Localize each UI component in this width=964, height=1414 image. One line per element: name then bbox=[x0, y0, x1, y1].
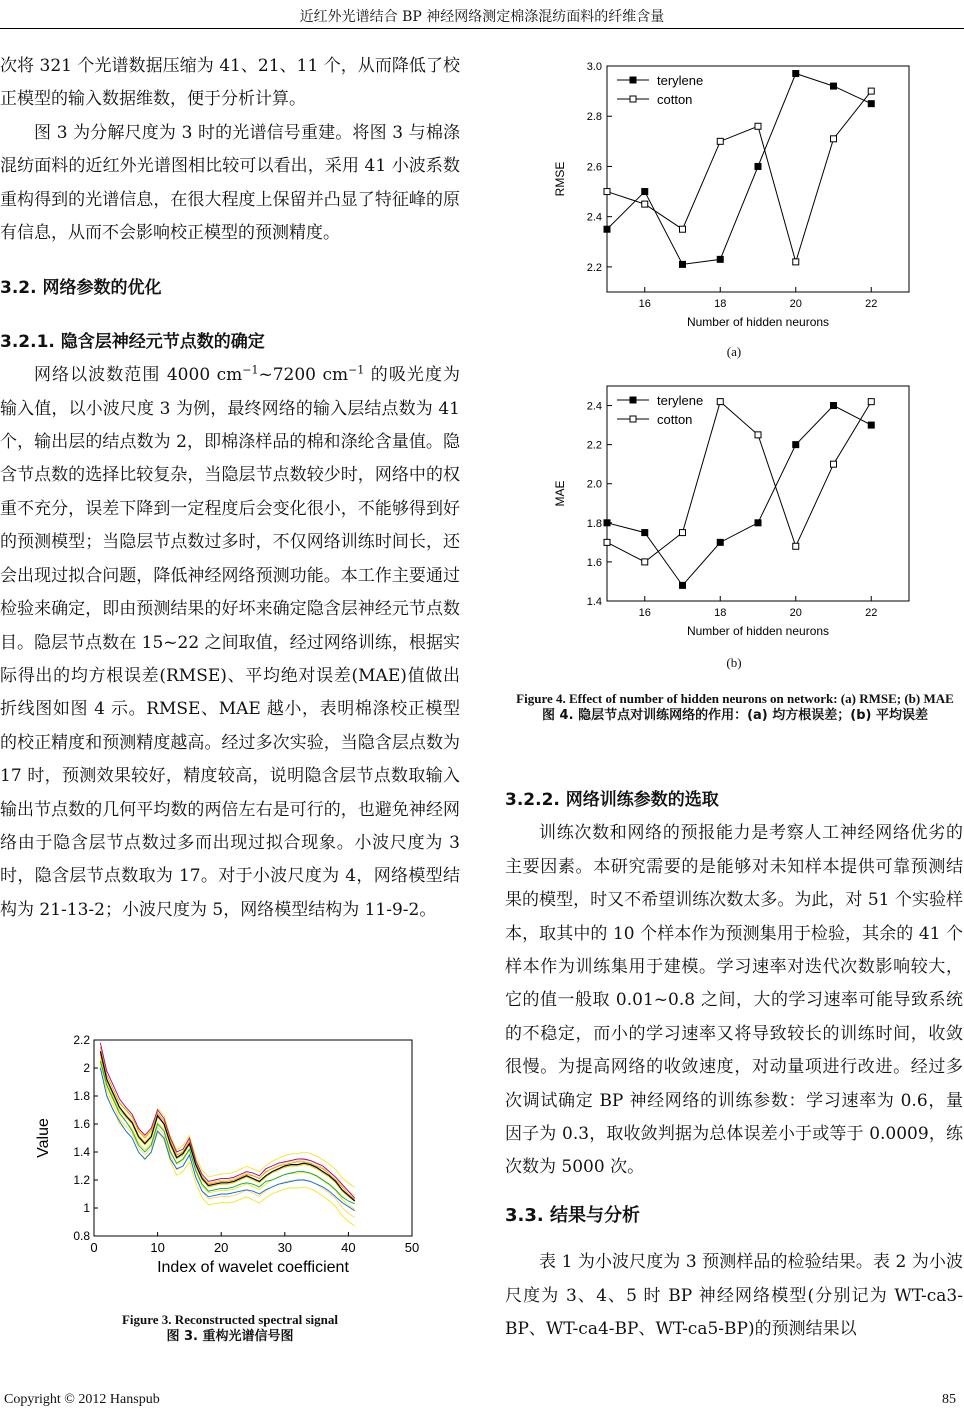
legend-marker-terylene bbox=[630, 77, 636, 83]
x-tick-label: 16 bbox=[638, 607, 651, 619]
x-axis-label: Index of wavelet coefficient bbox=[157, 1259, 349, 1276]
data-point-terylene bbox=[604, 226, 610, 232]
x-tick-label: 30 bbox=[277, 1240, 293, 1255]
data-point-terylene bbox=[642, 189, 648, 195]
data-point-terylene bbox=[755, 163, 761, 169]
figure-4b-label: (b) bbox=[726, 655, 742, 670]
p3-part-c: 的吸光度为输入值，以小波尺度 3 为例，最终网络的输入层结点数为 41 个，输出层的结点数为 2，即棉涤样品的棉和涤纶含量值。隐含节点数的选择比较复杂，当隐层节点数较少时，网络中的权重不充分，误差下降到一定程度后会变化很小，不能够得到好的预测模型；当隐层节点数过多时，不仅网络训练时间长，还会出现过拟合问题，降低神经网络预测功能。本工作主要通过检验来确定，即由预测结果的好坏来确定隐含层神经元节点数目。隐层节点数在 15~22 之间取值，经过网络训练，根据实际得出的均方根误差(RMSE)、平均绝对误差(MAE)值做出折线图如图 4 示。RMSE、MAE 越小，表明棉涤校正模型的校正精度和预测精度越高。经过多次实验，当隐含层点数为 17 时，预测效果较好，精度较高，说明隐含层节点数取输入输出节点数的几何平均数的两倍左右是可行的，也避免神经网络由于隐含层节点数过多而出现过拟合现象。小波尺度为 3 时，隐含层节点数取为 17。对于小波尺度为 4，网络模型结构为 21-13-2；小波尺度为 5，网络模型结构为 11-9-2。 bbox=[0, 365, 461, 920]
paragraph-2: 图 3 为分解尺度为 3 时的光谱信号重建。将图 3 与棉涤混纺面料的近红外光谱图相比较可以看出，采用 41 小波系数重构得到的光谱信息，在很大程度上保留并凸显了特征峰的原有信息，从而不会影响校正模型的预测精度。 bbox=[0, 122, 460, 244]
x-tick-label: 22 bbox=[865, 298, 878, 310]
data-point-cotton bbox=[755, 432, 761, 438]
y-tick-label: 1.8 bbox=[73, 1089, 90, 1103]
superscript-2: −1 bbox=[348, 363, 365, 377]
footer-copyright: Copyright © 2012 Hanspub bbox=[4, 1392, 160, 1407]
section-heading-3-3: 3.3. 结果与分析 bbox=[505, 1204, 640, 1226]
y-tick-label: 2.4 bbox=[586, 211, 602, 224]
left-column bbox=[0, 50, 460, 927]
x-axis-label: Number of hidden neurons bbox=[686, 315, 830, 329]
series-line-terylene bbox=[607, 406, 871, 586]
figure-3-caption bbox=[0, 1311, 460, 1346]
y-axis-label: RMSE bbox=[553, 161, 567, 197]
y-axis-label: MAE bbox=[553, 480, 567, 507]
footer-page-number: 85 bbox=[942, 1392, 956, 1407]
series-line-cotton bbox=[607, 91, 871, 262]
y-tick-label: 1.4 bbox=[586, 596, 602, 608]
y-tick-label: 1.2 bbox=[73, 1173, 90, 1187]
x-tick-label: 18 bbox=[714, 607, 727, 619]
figure-4b-chart bbox=[550, 380, 920, 650]
x-tick-label: 10 bbox=[150, 1240, 165, 1255]
data-point-cotton bbox=[604, 189, 610, 195]
figure-4-caption-zh: 图 4. 隐层节点对训练网络的作用：(a) 均方根误差；(b) 平均误差 bbox=[542, 708, 928, 723]
y-tick-label: 2.0 bbox=[586, 478, 602, 491]
x-tick-label: 40 bbox=[341, 1240, 356, 1255]
y-tick-label: 2.2 bbox=[73, 1033, 90, 1047]
data-point-terylene bbox=[868, 101, 874, 107]
y-tick-label: 0.8 bbox=[73, 1229, 90, 1243]
y-tick-label: 1 bbox=[83, 1201, 90, 1215]
spectral-bundle-line bbox=[100, 1058, 354, 1209]
data-point-cotton bbox=[793, 259, 799, 265]
spectral-bundle-line bbox=[100, 1067, 354, 1226]
data-point-cotton bbox=[680, 226, 686, 232]
plot-frame bbox=[607, 386, 909, 601]
spectral-series-line bbox=[100, 1068, 354, 1211]
data-point-terylene bbox=[680, 261, 686, 267]
y-tick-label: 2.8 bbox=[586, 111, 602, 124]
x-tick-label: 18 bbox=[714, 298, 727, 310]
x-tick-label: 22 bbox=[865, 607, 878, 619]
data-point-cotton bbox=[680, 530, 686, 536]
data-point-terylene bbox=[717, 256, 723, 262]
y-tick-label: 2.2 bbox=[586, 261, 602, 274]
section-heading-3-2-1: 3.2.1. 隐含层神经元节点数的确定 bbox=[0, 331, 265, 352]
y-tick-label: 1.4 bbox=[73, 1145, 90, 1159]
x-tick-label: 20 bbox=[789, 607, 802, 619]
legend-label-terylene: terylene bbox=[657, 393, 704, 408]
x-tick-label: 0 bbox=[90, 1240, 98, 1255]
y-tick-label: 2.4 bbox=[586, 400, 602, 413]
figure-4a-chart bbox=[550, 56, 920, 338]
paragraph-5: 表 1 为小波尺度为 3 预测样品的检验结果。表 2 为小波尺度为 3、4、5 时 BP 神经网络模型(分别记为 WT-ca3-BP、WT-ca4-BP、WT-ca5-BP)的预测结果以 bbox=[505, 1252, 963, 1340]
figure-3-chart bbox=[30, 1032, 430, 1302]
data-point-cotton bbox=[717, 138, 723, 144]
data-point-cotton bbox=[868, 399, 874, 405]
data-point-terylene bbox=[680, 582, 686, 588]
legend-label-terylene: terylene bbox=[657, 73, 704, 88]
data-point-cotton bbox=[831, 136, 837, 142]
data-point-cotton bbox=[642, 201, 648, 207]
spectral-series-line bbox=[100, 1043, 354, 1198]
figure-4-caption bbox=[515, 690, 955, 725]
right-column bbox=[505, 784, 963, 1347]
data-point-terylene bbox=[604, 520, 610, 526]
y-tick-label: 3.0 bbox=[586, 61, 602, 73]
paragraph-1: 次将 321 个光谱数据压缩为 41、21、11 个，从而降低了校正模型的输入数据维数，便于分析计算。 bbox=[0, 56, 460, 110]
y-tick-label: 1.8 bbox=[586, 517, 602, 530]
x-axis-label: Number of hidden neurons bbox=[686, 624, 830, 638]
p3-part-b: ~7200 cm bbox=[258, 365, 349, 386]
figure-4-caption-en: Figure 4. Effect of number of hidden neurons on network: (a) RMSE; (b) MAE bbox=[516, 691, 954, 706]
data-point-terylene bbox=[755, 520, 761, 526]
running-header: 近红外光谱结合 BP 神经网络测定棉涤混纺面料的纤维含量 bbox=[299, 9, 665, 25]
x-tick-label: 50 bbox=[404, 1240, 420, 1255]
header-rule bbox=[0, 28, 964, 29]
series-line-terylene bbox=[607, 74, 871, 265]
data-point-cotton bbox=[755, 123, 761, 129]
data-point-cotton bbox=[868, 88, 874, 94]
x-tick-label: 20 bbox=[213, 1240, 229, 1255]
paragraph-3 bbox=[0, 359, 460, 927]
legend-label-cotton: cotton bbox=[657, 412, 693, 427]
data-point-terylene bbox=[793, 442, 799, 448]
y-tick-label: 1.6 bbox=[586, 556, 602, 569]
legend-marker-cotton bbox=[630, 416, 636, 422]
paragraph-4: 训练次数和网络的预报能力是考察人工神经网络优劣的主要因素。本研究需要的是能够对未知样本提供可靠预测结果的模型，时又不希望训练次数太多。为此，对 51 个实验样本，取其中的 10 个样本作为预测集用于检验，其余的 41 个样本作为训练集用于建模。学习速率对迭代次数影响较大，它的值一般取 0.01~0.8 之间，大的学习速率可能导致系统的不稳定，而小的学习速率又将导致较长的训练时间，收敛很慢。为提高网络的收敛速度，对动量项进行改进。经过多次调试确定 BP 神经网络的训练参数：学习速率为 0.6，量因子为 0.3，取收敛判据为总体误差小于或等于 0.0009，练次数为 5000 次。 bbox=[505, 823, 963, 1178]
p3-part-a: 网络以波数范围 4000 cm bbox=[34, 365, 243, 386]
data-point-cotton bbox=[831, 461, 837, 467]
figure-3-caption-zh: 图 3. 重构光谱信号图 bbox=[166, 1329, 294, 1344]
series-line-cotton bbox=[607, 402, 871, 562]
superscript-1: −1 bbox=[242, 363, 259, 377]
data-point-terylene bbox=[642, 530, 648, 536]
y-tick-label: 2.2 bbox=[586, 439, 602, 452]
data-point-cotton bbox=[793, 543, 799, 549]
data-point-terylene bbox=[717, 539, 723, 545]
y-axis-label: Value bbox=[35, 1118, 52, 1158]
y-tick-label: 2 bbox=[83, 1061, 90, 1075]
figure-3-caption-en: Figure 3. Reconstructed spectral signal bbox=[121, 1312, 339, 1327]
x-tick-label: 16 bbox=[638, 298, 651, 310]
figure-4a-label: (a) bbox=[726, 344, 742, 359]
legend-marker-cotton bbox=[630, 96, 636, 102]
section-heading-3-2-2: 3.2.2. 网络训练参数的选取 bbox=[505, 790, 719, 810]
data-point-cotton bbox=[642, 559, 648, 565]
data-point-terylene bbox=[831, 83, 837, 89]
y-tick-label: 1.6 bbox=[73, 1117, 90, 1131]
legend-label-cotton: cotton bbox=[657, 92, 693, 107]
data-point-terylene bbox=[793, 71, 799, 77]
data-point-cotton bbox=[604, 539, 610, 545]
section-heading-3-2: 3.2. 网络参数的优化 bbox=[0, 278, 162, 299]
y-tick-label: 2.6 bbox=[586, 161, 602, 174]
x-tick-label: 20 bbox=[789, 298, 802, 310]
legend-marker-terylene bbox=[630, 397, 636, 403]
data-point-cotton bbox=[717, 399, 723, 405]
data-point-terylene bbox=[831, 403, 837, 409]
data-point-terylene bbox=[868, 422, 874, 428]
